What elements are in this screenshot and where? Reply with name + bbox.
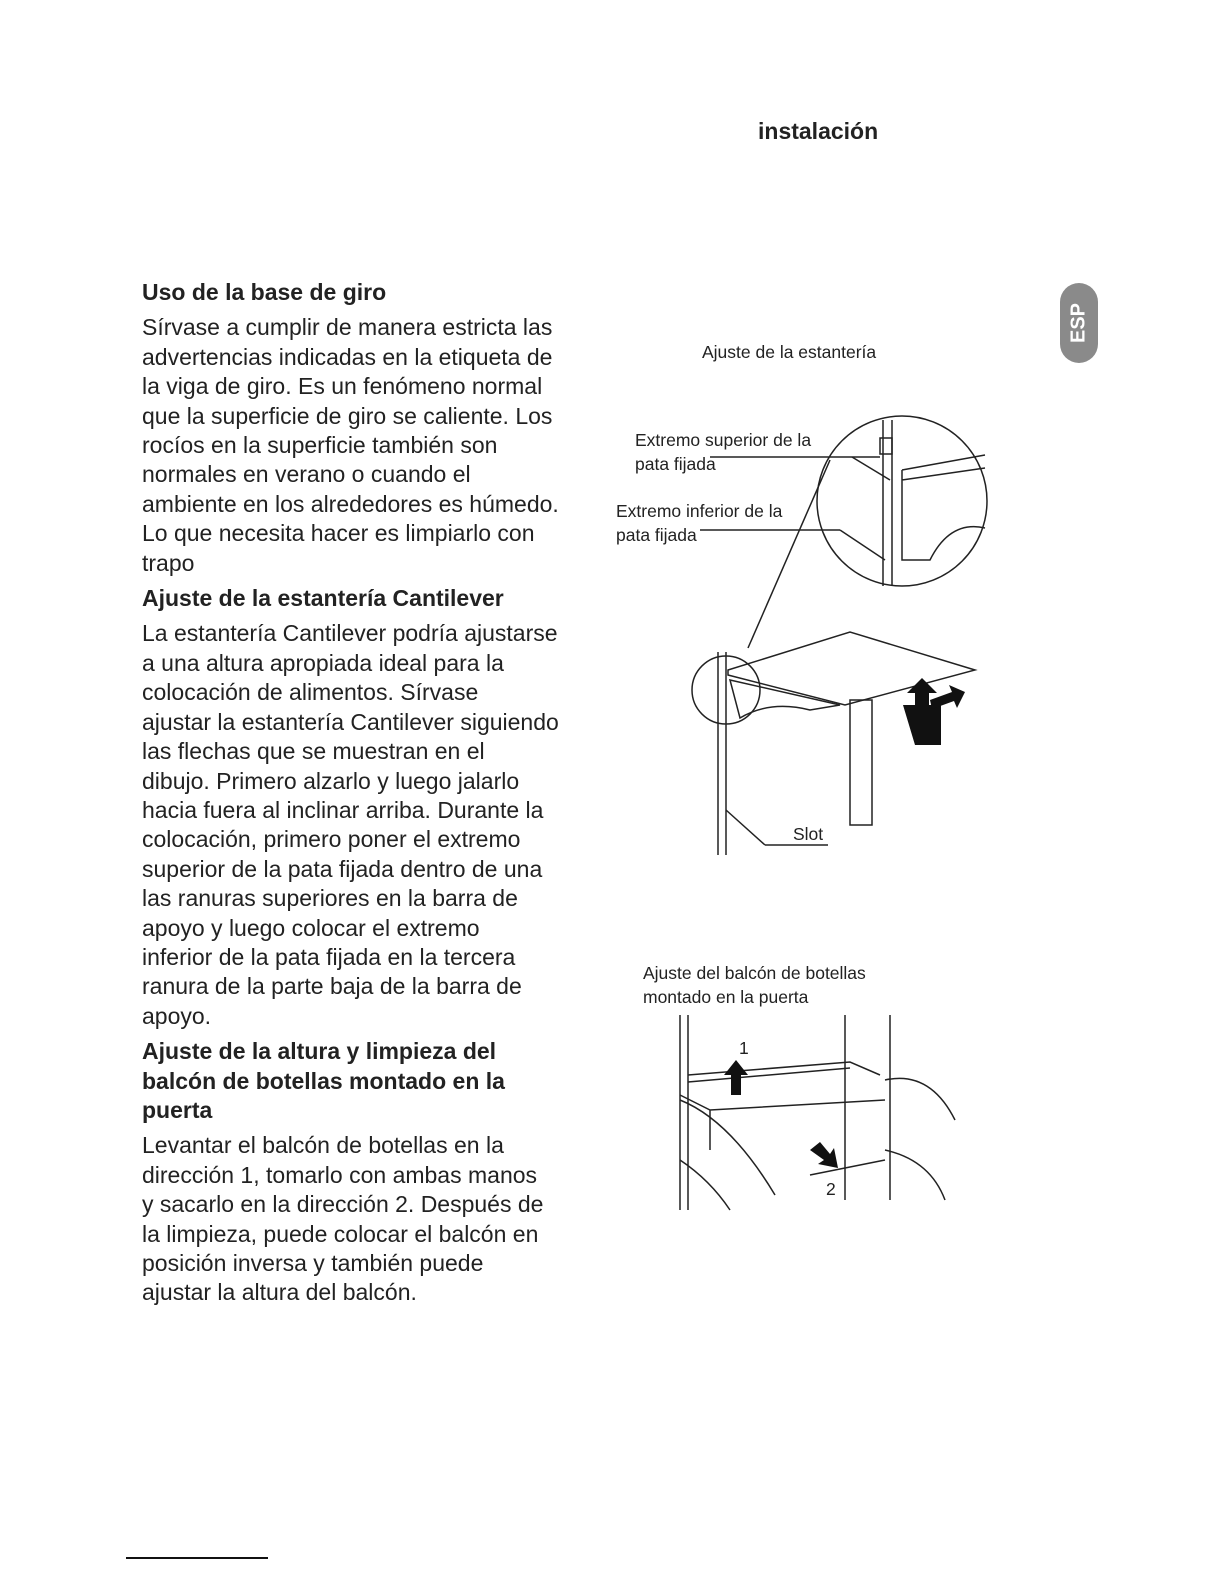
figure2-caption-line1: Ajuste del balcón de botellas xyxy=(643,963,866,983)
figure2-caption-line2: montado en la puerta xyxy=(643,987,809,1007)
cantilever-shelf-diagram xyxy=(600,400,1000,870)
body-line: inferior de la pata fijada en la tercera xyxy=(142,943,516,970)
label-bottom-end-line1: Extremo inferior de la xyxy=(616,501,783,521)
body-line: hacia fuera al inclinar arriba. Durante la xyxy=(142,796,544,823)
body-line: superior de la pata fijada dentro de una xyxy=(142,855,543,882)
body-line: advertencias indicadas en la etiqueta de xyxy=(142,343,553,370)
body-line: y sacarlo en la dirección 2. Después de xyxy=(142,1191,544,1218)
section-heading xyxy=(142,278,612,307)
body-line: Levantar el balcón de botellas en la xyxy=(142,1132,504,1159)
heading-line: Ajuste de la altura y limpieza del xyxy=(142,1038,497,1065)
section-heading xyxy=(142,584,612,613)
body-line: ajustar la altura del balcón. xyxy=(142,1279,417,1306)
body-line: a una altura apropiada ideal para la xyxy=(142,649,504,676)
body-line: apoyo. xyxy=(142,1002,212,1029)
label-slot: Slot xyxy=(793,824,824,844)
language-badge xyxy=(1060,283,1098,363)
body-line: trapo xyxy=(142,549,195,576)
body-line: apoyo y luego colocar el extremo xyxy=(142,914,480,941)
body-line: ambiente en los alrededores es húmedo. xyxy=(142,490,559,517)
down-right-arrow-icon xyxy=(810,1142,838,1168)
body-line: dibujo. Primero alzarlo y luego jalarlo xyxy=(142,767,520,794)
body-line: la limpieza, puede colocar el balcón en xyxy=(142,1220,539,1247)
pointer-arrow xyxy=(748,460,830,648)
section-body xyxy=(142,313,612,578)
footer-rule xyxy=(126,1557,268,1559)
arrow-label-1: 1 xyxy=(739,1038,749,1058)
body-line: posición inversa y también puede xyxy=(142,1250,484,1276)
bottle-balcony-diagram xyxy=(670,1010,970,1220)
figure1-caption: Ajuste de la estantería xyxy=(702,342,877,362)
body-line: colocación de alimentos. Sírvase xyxy=(142,679,479,706)
body-line: normales en verano o cuando el xyxy=(142,461,471,488)
body-line: dirección 1, tomarlo con ambas manos xyxy=(142,1161,538,1188)
body-line: que la superficie de giro se caliente. Los xyxy=(142,402,553,429)
heading-line: puerta xyxy=(142,1096,213,1123)
right-arrow-icon xyxy=(930,685,965,709)
arrow-label-2: 2 xyxy=(826,1179,836,1199)
label-bottom-end-line2: pata fijada xyxy=(616,525,697,545)
section-heading xyxy=(142,1037,612,1125)
body-line: la viga de giro. Es un fenómeno normal xyxy=(142,373,543,400)
body-line: las flechas que se muestran en el xyxy=(142,738,485,765)
body-line: Lo que necesita hacer es limpiarlo con xyxy=(142,520,535,547)
body-line: ajustar la estantería Cantilever siguiendo xyxy=(142,708,559,735)
body-line: colocación, primero poner el extremo xyxy=(142,826,521,853)
section-body xyxy=(142,619,612,1031)
label-top-end-line2: pata fijada xyxy=(635,454,716,474)
body-line: las ranuras superiores en la barra de xyxy=(142,885,518,912)
body-line: rocíos en la superficie también son xyxy=(142,432,498,459)
heading-line: Ajuste de la estantería Cantilever xyxy=(142,585,504,612)
body-line: Sírvase a cumplir de manera estricta las xyxy=(142,314,553,341)
page-title: instalación xyxy=(758,118,879,144)
body-line: ranura de la parte baja de la barra de xyxy=(142,973,522,1000)
label-top-end-line1: Extremo superior de la xyxy=(635,430,812,450)
heading-line: Uso de la base de giro xyxy=(142,279,387,305)
language-badge-label: ESP xyxy=(1067,302,1090,344)
body-line: La estantería Cantilever podría ajustarse xyxy=(142,620,558,647)
section-body xyxy=(142,1131,612,1307)
text-column xyxy=(142,278,612,1314)
heading-line: balcón de botellas montado en la xyxy=(142,1067,505,1094)
